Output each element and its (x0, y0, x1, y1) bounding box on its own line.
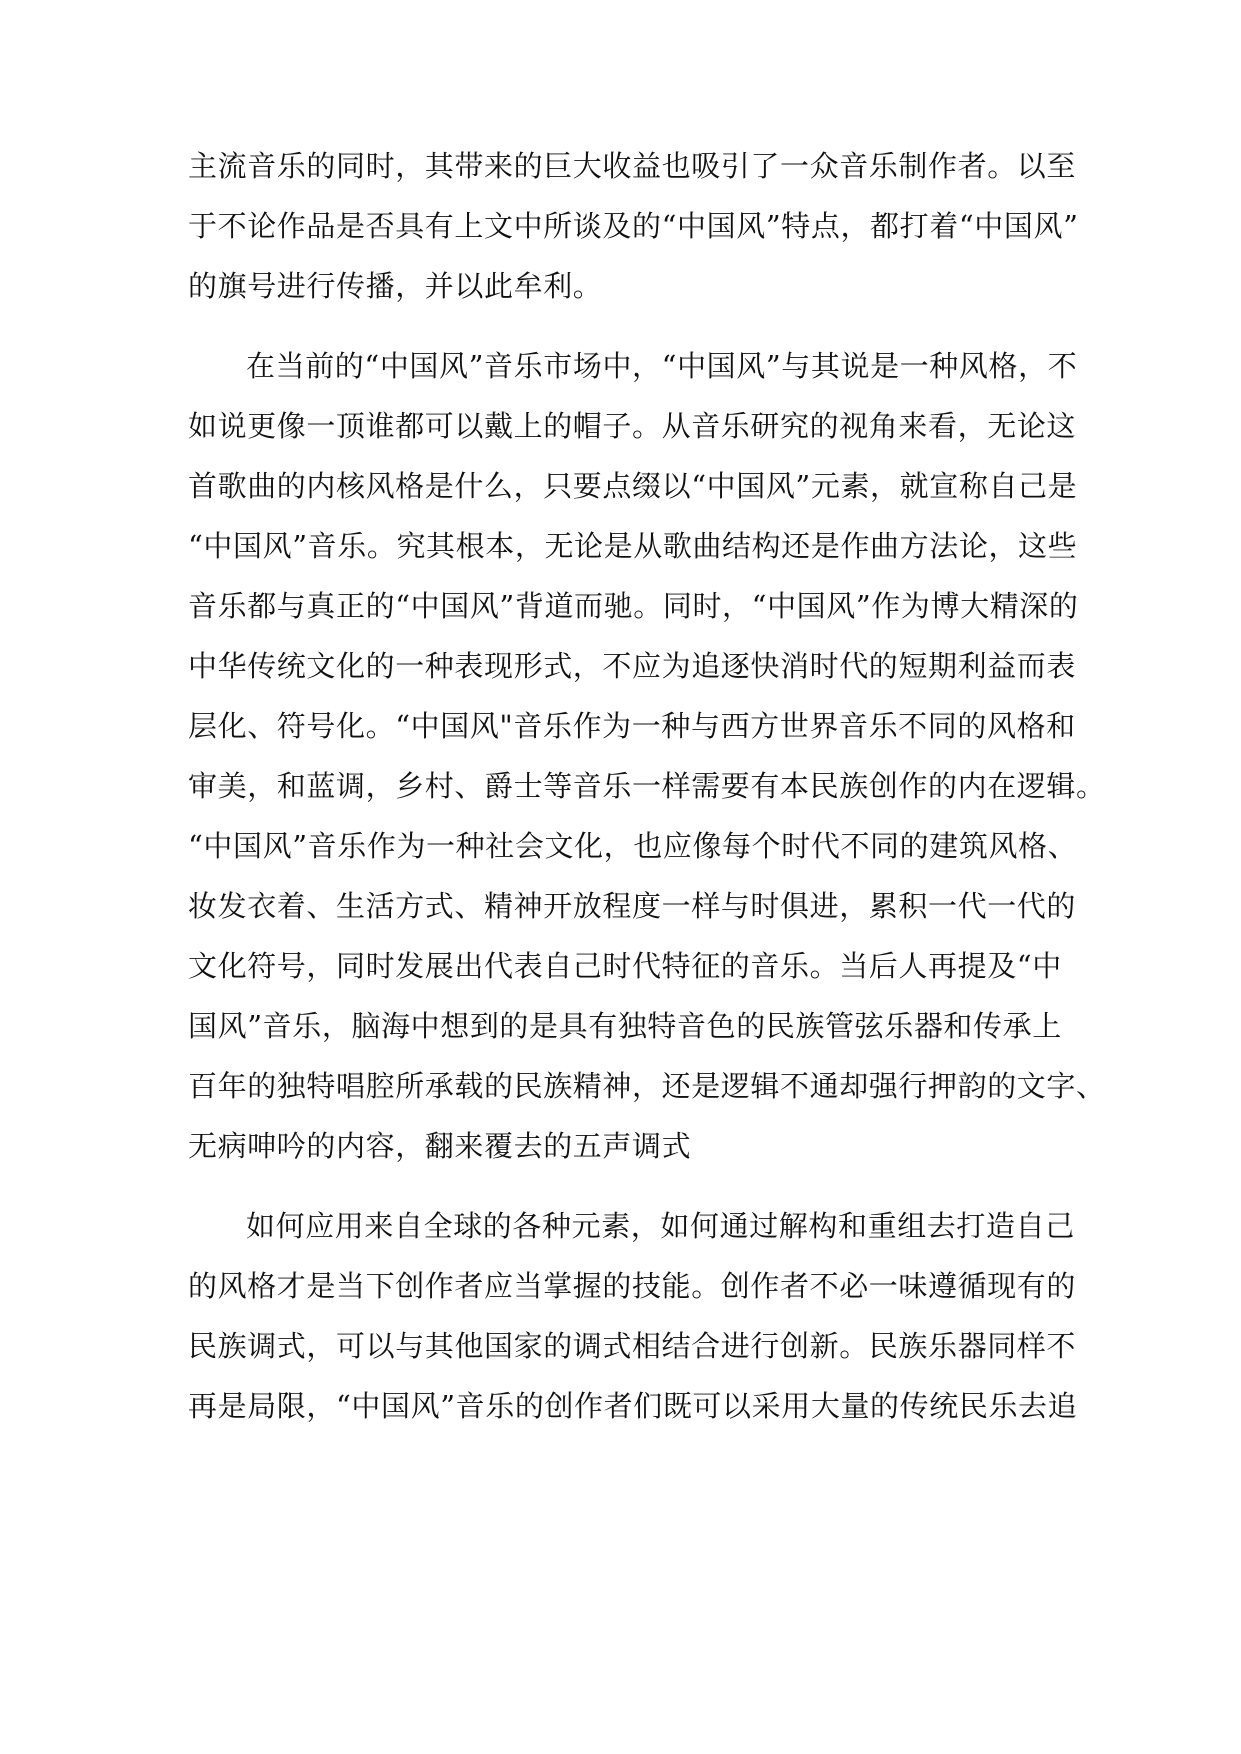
text-line-8: 音乐都与真正的“中国风”背道而驰。同时，“中国风”作为博大精深的 (188, 589, 1079, 623)
text-line-15: 国风”音乐，脑海中想到的是具有独特音色的民族管弦乐器和传承上 (188, 1009, 1062, 1043)
text-line-9: 中华传统文化的一种表现形式，不应为追逐快消时代的短期利益而表 (188, 649, 1077, 683)
text-line-11: 审美，和蓝调，乡村、爵士等音乐一样需要有本民族创作的内在逻辑。 (188, 769, 1106, 803)
text-line-14: 文化符号，同时发展出代表自己时代特征的音乐。当后人再提及“中 (188, 949, 1062, 983)
text-line-6: 首歌曲的内核风格是什么，只要点缀以“中国风”元素，就宣称自己是 (188, 469, 1078, 503)
text-line-19: 的风格才是当下创作者应当掌握的技能。创作者不必一味遵循现有的 (188, 1269, 1077, 1303)
text-line-10: 层化、符号化。“中国风"音乐作为一种与西方世界音乐不同的风格和 (188, 709, 1076, 743)
text-line-20: 民族调式，可以与其他国家的调式相结合进行创新。民族乐器同样不 (188, 1329, 1077, 1363)
text-line-1: 主流音乐的同时，其带来的巨大收益也吸引了一众音乐制作者。以至 (188, 149, 1077, 183)
text-line-3: 的旗号进行传播，并以此牟利。 (188, 269, 603, 303)
text-line-7: “中国风”音乐。究其根本，无论是从歌曲结构还是作曲方法论，这些 (188, 529, 1078, 563)
text-line-2: 于不论作品是否具有上文中所谈及的“中国风”特点，都打着“中国风” (188, 209, 1079, 243)
text-line-13: 妆发衣着、生活方式、精神开放程度一样与时俱进，累积一代一代的 (188, 889, 1077, 923)
text-line-12: “中国风”音乐作为一种社会文化，也应像每个时代不同的建筑风格、 (188, 829, 1078, 863)
paragraph-2-first-line: 在当前的“中国风”音乐市场中，“中国风”与其说是一种风格，不 (246, 349, 1078, 383)
text-line-21: 再是局限，“中国风”音乐的创作者们既可以采用大量的传统民乐去追 (188, 1389, 1078, 1423)
text-line-5: 如说更像一顶谁都可以戴上的帽子。从音乐研究的视角来看，无论这 (188, 409, 1077, 443)
text-line-16: 百年的独特唱腔所承载的民族精神，还是逻辑不通却强行押韵的文字、 (188, 1069, 1106, 1103)
paragraph-3-first-line: 如何应用来自全球的各种元素，如何通过解构和重组去打造自己 (246, 1209, 1075, 1243)
text-line-17: 无病呻吟的内容，翻来覆去的五声调式 (188, 1129, 692, 1163)
